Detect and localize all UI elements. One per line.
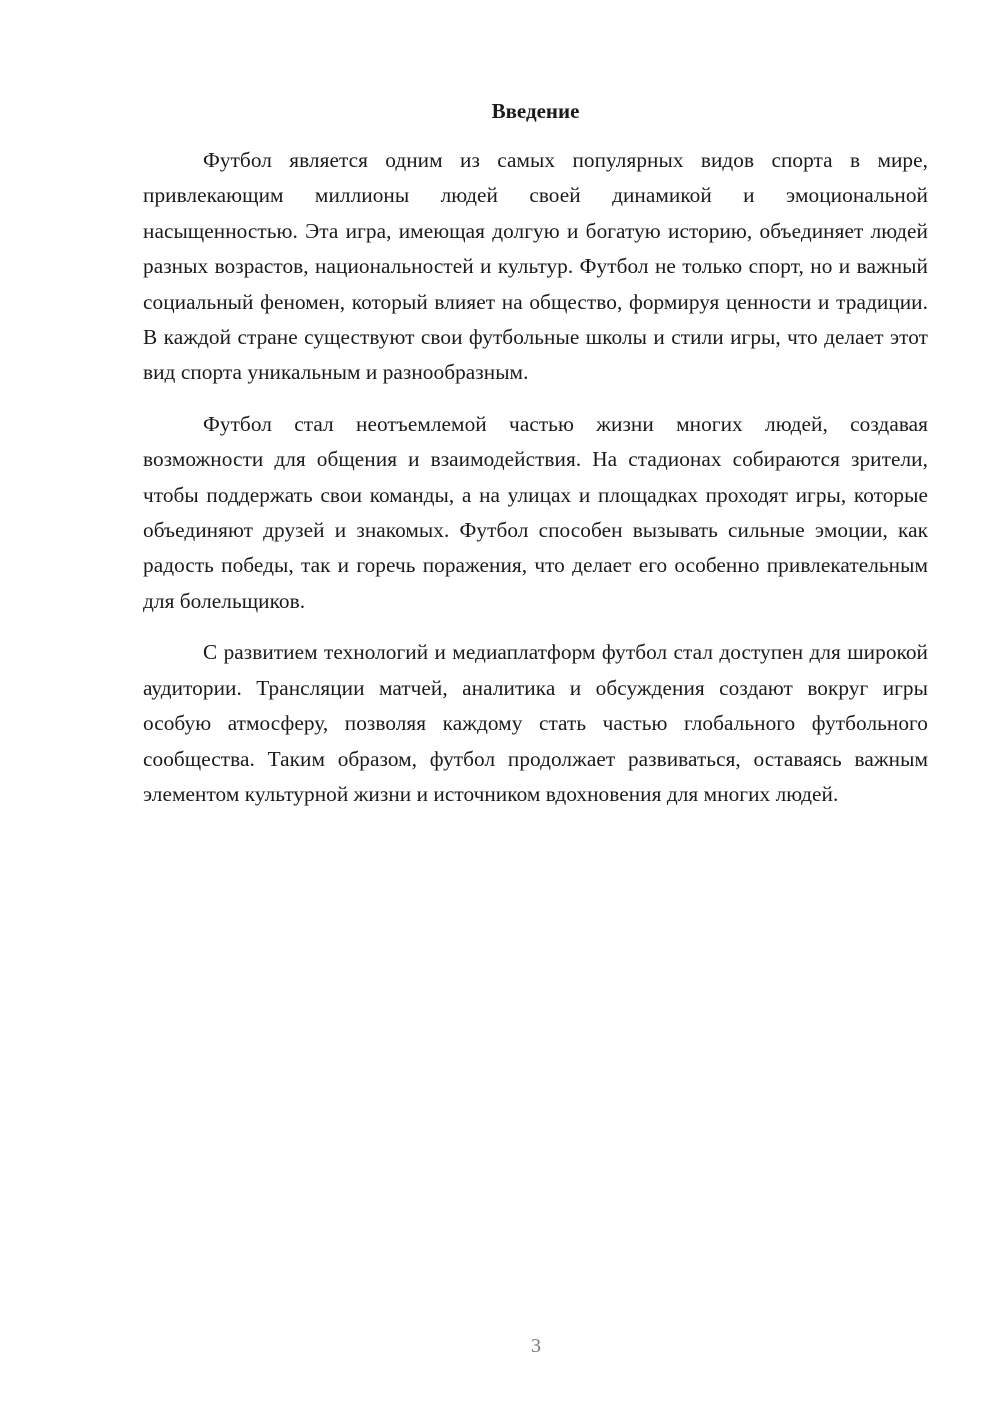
paragraph-3: С развитием технологий и медиаплатформ футбол стал доступен для широкой аудитории. Трансляции матчей, аналитика и обсуждения создают вокруг игры особую атмосферу, позволяя каждому стать частью глобального футбольного сообщества. Таким образом, футбол продолжает развиваться, оставаясь важным элементом культурной жизни и источником вдохновения для многих людей. <box>143 640 928 806</box>
page-title: Введение <box>491 99 580 123</box>
body-text <box>143 143 928 828</box>
page-number: 3 <box>531 1335 541 1357</box>
paragraph-2: Футбол стал неотъемлемой частью жизни многих людей, создавая возможности для общения и взаимодействия. На стадионах собираются зрители, чтобы поддержать свои команды, а на улицах и площадках проходят игры, которые объединяют друзей и знакомых. Футбол способен вызывать сильные эмоции, как радость победы, так и горечь поражения, что делает его особенно привлекательным для болельщиков. <box>143 411 928 613</box>
paragraph-1: Футбол является одним из самых популярных видов спорта в мире, привлекающим миллионы людей своей динамикой и эмоциональной насыщенностью. Эта игра, имеющая долгую и богатую историю, объединяет людей разных возрастов, национальностей и культур. Футбол не только спорт, но и важный социальный феномен, который влияет на общество, формируя ценности и традиции. В каждой стране существуют свои футбольные школы и стили игры, что делает этот вид спорта уникальным и разнообразным. <box>143 148 928 385</box>
